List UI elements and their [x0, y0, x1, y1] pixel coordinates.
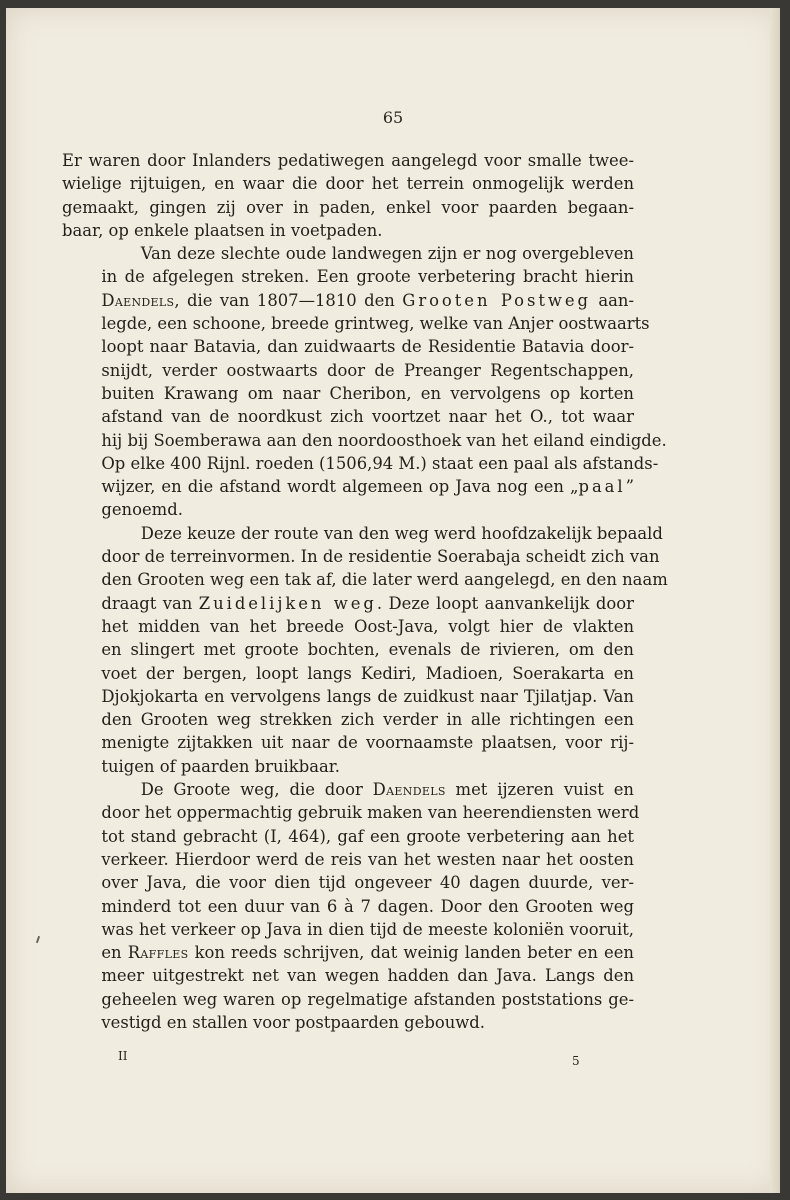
- text-line: meer uitgestrekt net van wegen hadden dan Java. Langs den: [101, 966, 634, 986]
- paragraph: [62, 242, 667, 522]
- text-line: loopt naar Batavia, dan zuidwaarts de Residentie Batavia door-: [101, 337, 634, 357]
- page-number: 65: [382, 108, 404, 127]
- text-line: afstand van de noordkust zich voortzet naar het O., tot waar: [101, 407, 634, 427]
- text-line: den Grooten weg strekken zich verder in alle richtingen een: [101, 710, 634, 730]
- text-line: door de terreinvormen. In de residentie Soerabaja scheidt zich van: [101, 547, 660, 567]
- spaced-emphasis: Grooten Postweg: [402, 290, 591, 310]
- text-line: in de afgelegen streken. Een groote verbetering bracht hierin: [101, 267, 634, 287]
- spaced-emphasis: Zuidelijken weg: [198, 593, 377, 613]
- text-line: voet der bergen, loopt langs Kediri, Madioen, Soerakarta en: [101, 663, 634, 683]
- book-page: [6, 8, 780, 1193]
- small-caps-name: Daendels: [101, 290, 175, 310]
- text-line: geheelen weg waren op regelmatige afstanden poststations ge-: [101, 989, 634, 1009]
- paragraph: [62, 778, 640, 1034]
- text-line: draagt van Zuidelijken weg. Deze loopt aanvankelijk door: [101, 593, 634, 613]
- text-line: gemaakt, gingen zij over in paden, enkel voor paarden begaan-: [62, 197, 634, 217]
- text-line: wielige rijtuigen, en waar die door het terrein onmogelijk werden: [62, 174, 634, 194]
- text-line: Van deze slechte oude landwegen zijn er nog overgebleven: [140, 244, 634, 264]
- text-line: minderd tot een duur van 6 à 7 dagen. Door den Grooten weg: [101, 896, 634, 916]
- text-line: Er waren door Inlanders pedatiwegen aangelegd voor smalle twee-: [62, 151, 634, 170]
- text-line: wijzer, en die afstand wordt algemeen op Java nog een „paal”: [101, 477, 634, 497]
- signature-mark-right: 5: [572, 1054, 580, 1068]
- text-line: verkeer. Hierdoor werd de reis van het westen naar het oosten: [101, 849, 634, 869]
- paragraph: [62, 149, 634, 242]
- small-caps-name: Raffles: [127, 943, 189, 963]
- paragraph: [62, 522, 668, 778]
- text-line: was het verkeer op Java in dien tijd de meeste koloniën vooruit,: [101, 919, 634, 939]
- text-line: hij bij Soemberawa aan den noordoosthoek van het eiland eindigde.: [101, 430, 667, 450]
- text-line: over Java, die voor dien tijd ongeveer 40 dagen duurde, ver-: [101, 873, 634, 893]
- margin-mark: [36, 936, 40, 943]
- text-line: Daendels, die van 1807—1810 den Grooten Postweg aan-: [101, 290, 634, 310]
- text-line: De Groote weg, die door Daendels met ijzeren vuist en: [140, 780, 634, 800]
- signature-mark-left: II: [118, 1049, 128, 1063]
- text-line: Djokjokarta en vervolgens langs de zuidkust naar Tjilatjap. Van: [101, 686, 634, 706]
- text-line: tuigen of paarden bruikbaar.: [101, 756, 341, 776]
- page-edge: [770, 8, 780, 1193]
- text-line: baar, op enkele plaatsen in voetpaden.: [62, 220, 383, 240]
- small-caps-name: Daendels: [372, 780, 446, 800]
- text-line: Deze keuze der route van den weg werd hoofdzakelijk bepaald: [140, 523, 663, 543]
- text-line: door het oppermachtig gebruik maken van heerendiensten werd: [101, 803, 640, 823]
- text-line: den Grooten weg een tak af, die later werd aangelegd, en den naam: [101, 570, 668, 590]
- text-line: legde, een schoone, breede grintweg, welke van Anjer oostwaarts: [101, 314, 650, 334]
- text-line: menigte zijtakken uit naar de voornaamste plaatsen, voor rij-: [101, 733, 634, 753]
- text-line: genoemd.: [101, 500, 183, 520]
- text-line: buiten Krawang om naar Cheribon, en vervolgens op korten: [101, 383, 634, 403]
- text-line: en slingert met groote bochten, evenals de rivieren, om den: [101, 640, 634, 660]
- text-line: tot stand gebracht (I, 464), gaf een groote verbetering aan het: [101, 826, 634, 846]
- text-line: het midden van het breede Oost-Java, volgt hier de vlakten: [101, 616, 634, 636]
- text-line: en Raffles kon reeds schrijven, dat weinig landen beter en een: [101, 943, 634, 963]
- text-line: Op elke 400 Rijnl. roeden (1506,94 M.) staat een paal als afstands-: [101, 453, 659, 473]
- text-line: snijdt, verder oostwaarts door de Preanger Regentschappen,: [101, 360, 634, 380]
- body-text: [62, 149, 668, 1034]
- text-line: vestigd en stallen voor postpaarden gebouwd.: [101, 1012, 486, 1032]
- spaced-emphasis: paal: [578, 477, 626, 497]
